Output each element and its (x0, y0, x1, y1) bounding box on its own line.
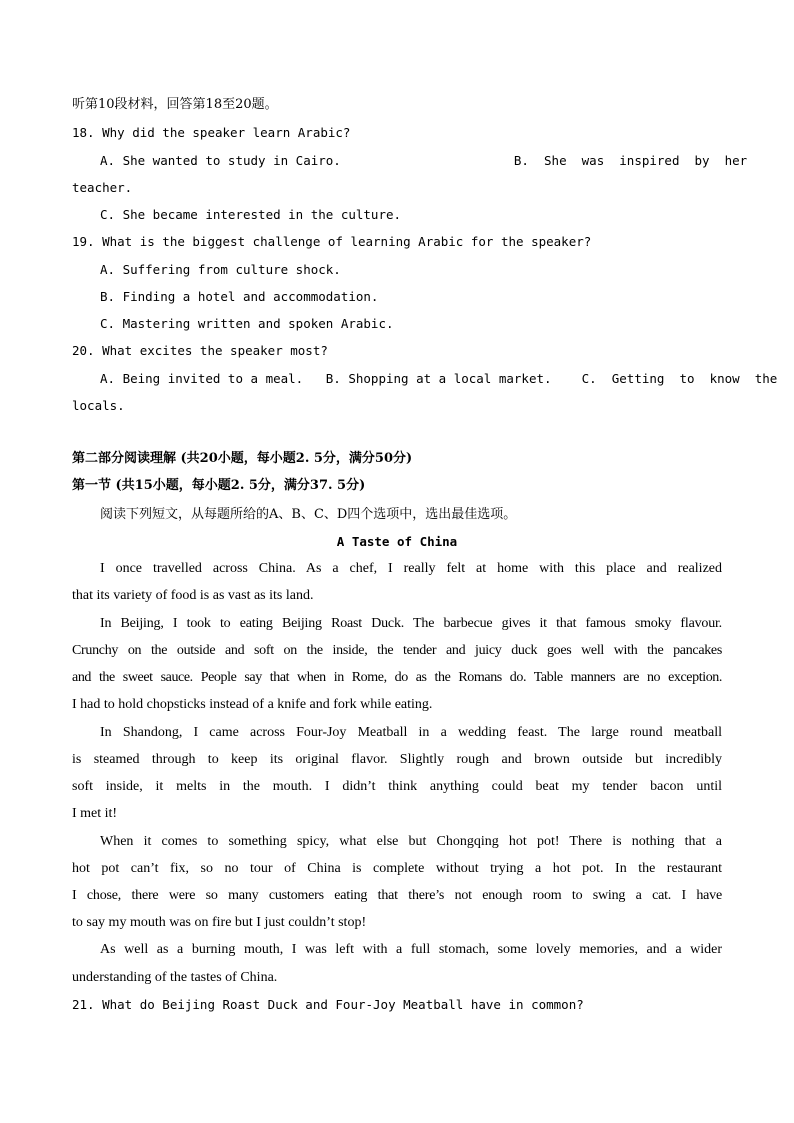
passage-line: hot pot can’t fix, so no tour of China is complete without trying a hot pot. In the restaurant (72, 861, 722, 876)
passage-line: Crunchy on the outside and soft on the inside, the tender and juicy duck goes well with the pancakes (72, 643, 722, 658)
listening-section-10-heading: 听第10段材料，回答第18至20题。 (72, 97, 278, 112)
question-19-option-a: A. Suffering from culture shock. (100, 262, 341, 277)
question-20-stem: 20. What excites the speaker most? (72, 343, 328, 358)
question-20-option-c-cont: locals. (72, 398, 125, 413)
question-19-option-b: B. Finding a hotel and accommodation. (100, 289, 379, 304)
passage-line: to say my mouth was on fire but I just couldn’t stop! (72, 915, 367, 930)
question-18-option-c: C. She became interested in the culture. (100, 207, 402, 222)
question-19-option-c: C. Mastering written and spoken Arabic. (100, 316, 394, 331)
question-21-stem: 21. What do Beijing Roast Duck and Four-Joy Meatball have in common? (72, 997, 584, 1012)
passage-title: A Taste of China (336, 534, 458, 549)
passage-line: soft inside, it melts in the mouth. I didn’t think anything could beat my tender bacon until (72, 779, 722, 794)
passage-line: understanding of the tastes of China. (72, 970, 278, 985)
question-20-options: A. Being invited to a meal. B. Shopping at a local market. C. Getting to know the (100, 371, 778, 386)
question-19-stem: 19. What is the biggest challenge of learning Arabic for the speaker? (72, 234, 592, 249)
part-2-heading: 第二部分阅读理解 (共20小题，每小题2. 5分，满分50分) (72, 451, 413, 466)
passage-line: is steamed through to keep its original flavor. Slightly rough and brown outside but incredibly (72, 752, 722, 767)
question-18-stem: 18. Why did the speaker learn Arabic? (72, 125, 351, 140)
passage-line: and the sweet sauce. People say that when in Rome, do as the Romans do. Table manners are no exception. (72, 670, 722, 685)
passage-line: As well as a burning mouth, I was left with a full stomach, some lovely memories, and a wider (100, 942, 722, 957)
passage-line: In Beijing, I took to eating Beijing Roast Duck. The barbecue gives it that famous smoky flavour. (100, 616, 722, 631)
passage-line: I met it! (72, 806, 118, 821)
section-1-heading: 第一节 (共15小题，每小题2. 5分，满分37. 5分) (72, 478, 366, 493)
passage-line: I chose, there were so many customers eating that there’s not enough room to swing a cat. I have (72, 888, 722, 903)
question-18-options-a-b: A. She wanted to study in Cairo. B. She was inspired by her (100, 153, 748, 168)
question-18-option-b-cont: teacher. (72, 180, 133, 195)
passage-line: that its variety of food is as vast as its land. (72, 588, 314, 603)
reading-instructions: 阅读下列短文，从每题所给的A、B、C、D四个选项中，选出最佳选项。 (100, 507, 517, 522)
passage-line: When it comes to something spicy, what else but Chongqing hot pot! There is nothing that a (100, 834, 722, 849)
passage-line: In Shandong, I came across Four-Joy Meatball in a wedding feast. The large round meatball (100, 725, 722, 740)
passage-line: I had to hold chopsticks instead of a knife and fork while eating. (72, 697, 433, 712)
passage-line: I once travelled across China. As a chef, I really felt at home with this place and realized (100, 561, 722, 576)
